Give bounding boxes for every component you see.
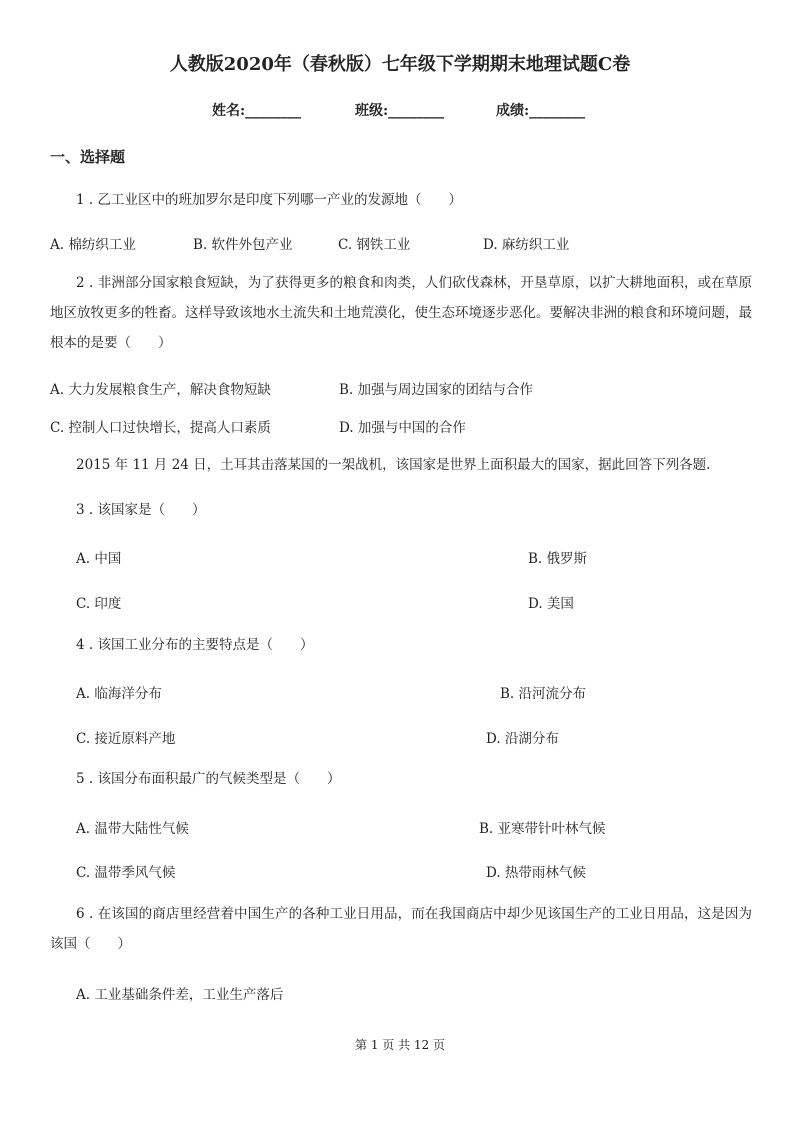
page-title: 人教版2020年（春秋版）七年级下学期期末地理试题C卷: [169, 54, 631, 75]
question-1-option-d: D. 麻纺织工业: [483, 237, 570, 253]
question-2-option-a: A. 大力发展粮食生产，解决食物短缺: [50, 382, 271, 398]
question-5-option-c: C. 温带季风气候: [76, 865, 176, 881]
page-footer: 第 1 页 共 12 页: [355, 1038, 445, 1052]
question-5-option-b: B. 亚寒带针叶林气候: [479, 821, 606, 837]
question-2-stem: 2 . 非洲部分国家粮食短缺，为了获得更多的粮食和肉类，人们砍伐森林，开垦草原，以扩大耕地面积，或在草原地区放牧更多的牲畜。这样导致该地水土流失和土地荒漠化，使生态环境逐步恶化。要解决非洲的粮食和环境问题，最根本的是要（ ）: [50, 275, 752, 351]
score-field: 成绩:________: [496, 103, 586, 119]
question-1-stem: 1 . 乙工业区中的班加罗尔是印度下列哪一产业的发源地（ ）: [76, 192, 462, 208]
question-2-option-c: C. 控制人口过快增长，提高人口素质: [50, 420, 271, 436]
question-6-option-a: A. 工业基础条件差，工业生产落后: [76, 987, 284, 1003]
question-5-option-d: D. 热带雨林气候: [486, 865, 586, 881]
question-5-option-a: A. 温带大陆性气候: [76, 821, 189, 837]
question-4-option-b: B. 沿河流分布: [500, 686, 587, 702]
class-field: 班级:________: [355, 103, 445, 119]
question-3-option-a: A. 中国: [76, 551, 122, 567]
question-1-option-c: C. 钢铁工业: [338, 237, 411, 253]
question-2-option-d: D. 加强与中国的合作: [339, 420, 466, 436]
question-3-stem: 3 . 该国家是（ ）: [76, 502, 206, 518]
question-3-option-b: B. 俄罗斯: [528, 551, 588, 567]
question-1-option-a: A. 棉纺织工业: [50, 237, 136, 253]
question-4-option-d: D. 沿湖分布: [486, 731, 559, 747]
question-1-option-b: B. 软件外包产业: [193, 237, 293, 253]
question-6-stem: 6 . 在该国的商店里经营着中国生产的各种工业日用品，而在我国商店中却少见该国生产的工业日用品，这是因为该国（ ）: [50, 906, 752, 952]
question-3-option-d: D. 美国: [528, 596, 574, 612]
question-3-option-c: C. 印度: [76, 596, 122, 612]
name-field: 姓名:________: [212, 103, 302, 119]
question-2-option-b: B. 加强与周边国家的团结与合作: [339, 382, 534, 398]
question-4-stem: 4 . 该国工业分布的主要特点是（ ）: [76, 637, 314, 653]
section-heading-choice: 一、选择题: [50, 148, 126, 166]
question-5-stem: 5 . 该国分布面积最广的气候类型是（ ）: [76, 771, 341, 787]
question-4-option-a: A. 临海洋分布: [76, 686, 162, 702]
shared-stem-intro: 2015 年 11 月 24 日，土耳其击落某国的一架战机，该国家是世界上面积最大的国家，据此回答下列各题.: [76, 457, 711, 473]
question-4-option-c: C. 接近原料产地: [76, 731, 176, 747]
